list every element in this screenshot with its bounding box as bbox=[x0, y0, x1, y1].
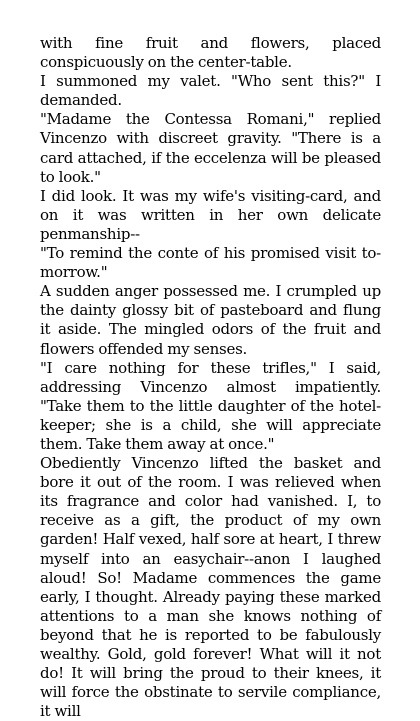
paragraph-3: "Madame the Contessa Romani," replied Vincenzo with discreet gravity. "There is a card attached, if the eccelenza will be pleased to look." bbox=[40, 110, 381, 186]
document-page bbox=[40, 34, 381, 721]
paragraph-4: I did look. It was my wife's visiting-card, and on it was written in her own delicate penmanship-- bbox=[40, 186, 381, 243]
paragraph-7: "I care nothing for these trifles," I said, addressing Vincenzo almost impatiently. "Take them to the little daughter of the hotel-keeper; she is a child, she will appreciate them. Take them away at once." bbox=[40, 358, 381, 453]
paragraph-6: A sudden anger possessed me. I crumpled up the dainty glossy bit of pasteboard and flung it aside. The mingled odors of the fruit and flowers offended my senses. bbox=[40, 282, 381, 358]
paragraph-1: with fine fruit and flowers, placed conspicuously on the center-table. bbox=[40, 34, 381, 72]
paragraph-2: I summoned my valet. "Who sent this?" I demanded. bbox=[40, 72, 381, 110]
paragraph-5: "To remind the conte of his promised visit to-morrow." bbox=[40, 244, 381, 282]
paragraph-8: Obediently Vincenzo lifted the basket and bore it out of the room. I was relieved when its fragrance and color had vanished. I, to receive as a gift, the product of my own garden! Half vexed, half sore at heart, I threw myself into an easychair--anon I laughed aloud! So! Madame commences the game early, I thought. Already paying these marked attentions to a man she knows nothing of beyond that he is reported to be fabulously wealthy. Gold, gold forever! What will it not do! It will bring the proud to their knees, it will force the obstinate to servile compliance, it will bbox=[40, 454, 381, 721]
